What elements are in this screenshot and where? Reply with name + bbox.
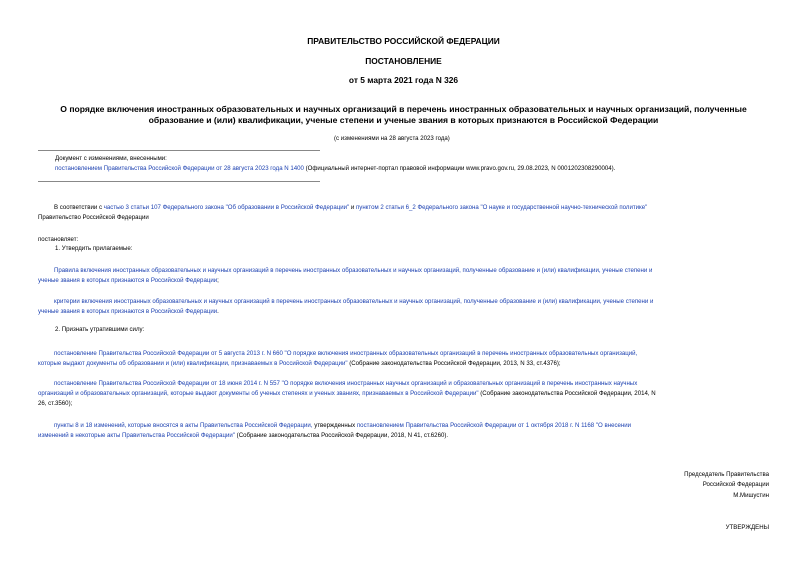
document-date-number: от 5 марта 2021 года N 326 (348, 75, 459, 85)
document-title (0, 104, 807, 126)
criteria-link[interactable]: критерии включения иностранных образовательных и научных организаций в перечень иностранных образовательных и научных организаций, полученные образование и (или) квалификации, ученые степени и (54, 298, 654, 305)
preamble-text-2: и (349, 204, 356, 211)
resolution-660-link[interactable]: постановление Правительства Российской Федерации от 5 августа 2013 г. N 660 "О порядке включения иностранных образовательных организаций в перечень иностранных образовательных организаций, (54, 350, 638, 357)
divider-top (38, 150, 320, 151)
edition-note: (с изменениями на 28 августа 2023 года) (334, 135, 450, 142)
amendments-entry (55, 164, 615, 174)
repeal-b-paragraph (38, 379, 769, 409)
rules-tail: ; (217, 277, 219, 284)
resolution-557-link[interactable]: постановление Правительства Российской Федерации от 18 июня 2014 г. N 557 "О порядке включения иностранных научных организаций и образовательных организаций в перечень иностранных научных (54, 380, 638, 387)
government-heading: ПРАВИТЕЛЬСТВО РОССИЙСКОЙ ФЕДЕРАЦИИ (307, 36, 500, 46)
criteria-link-cont[interactable]: ученые звания в которых признаются в Российской Федерации (38, 308, 218, 315)
rules-paragraph (38, 266, 769, 286)
amendment-source: (Официальный интернет-портал правовой информации www.pravo.gov.ru, 29.08.2023, N 0001202308290004). (303, 165, 616, 172)
item-2-label: 2. Признать утратившими силу: (55, 326, 145, 333)
signature-block (684, 470, 769, 501)
approved-by-text: утвержденных (312, 422, 357, 429)
education-law-link[interactable]: частью 3 статьи 107 Федерального закона "Об образовании в Российской Федерации" (103, 204, 350, 211)
resolution-1168-link[interactable]: постановлением Правительства Российской Федерации от 1 октября 2018 г. N 1168 "О внесении (356, 422, 632, 429)
rules-link-cont[interactable]: ученые звания в которых признаются в Российской Федерации (38, 277, 218, 284)
criteria-paragraph (38, 297, 769, 317)
approved-heading: УТВЕРЖДЕНЫ (725, 524, 769, 531)
title-line-2: образование и (или) квалификации, ученые степени и ученые звания в которых признаются в Российской Федерации (148, 115, 659, 125)
document-type: ПОСТАНОВЛЕНИЕ (365, 56, 442, 66)
amendments-label: Документ с изменениями, внесенными: (55, 155, 167, 162)
science-law-link[interactable]: пунктом 2 статьи 6_2 Федерального закона "О науке и государственной научно-технической политике" (355, 204, 648, 211)
repeal-a-paragraph (38, 349, 769, 369)
title-line-1: О порядке включения иностранных образовательных и научных организаций в перечень иностранных образовательных и научных организаций, полученные (60, 104, 747, 114)
preamble-line-2: Правительство Российской Федерации (38, 214, 149, 221)
resolution-557-link-cont[interactable]: организаций и образовательных организаций, которые выдают документы об ученых степенях и ученых званиях, признаваемых в Российской Федерации" (38, 390, 479, 397)
repeal-c-paragraph (38, 421, 769, 441)
signature-org: Российской Федерации (702, 481, 769, 489)
item-1-label: 1. Утвердить прилагаемые: (55, 245, 133, 252)
signature-title: Председатель Правительства (684, 471, 769, 478)
amendments-points-link[interactable]: пункты 8 и 18 изменений, которые вносятся в акты Правительства Российской Федерации, (54, 422, 313, 429)
resolves-text: постановляет: (38, 236, 79, 243)
resolution-1168-source: (Собрание законодательства Российской Федерации, 2018, N 41, ст.6260). (234, 432, 449, 439)
resolution-557-source: (Собрание законодательства Российской Федерации, 2014, N (478, 390, 656, 397)
resolution-557-source-cont: 26, ст.3560); (38, 400, 73, 407)
resolution-1168-link-cont[interactable]: изменений в некоторые акты Правительства Российской Федерации" (38, 432, 235, 439)
signature-name: М.Мишустин (733, 491, 769, 499)
divider-bottom (38, 181, 320, 182)
preamble (38, 203, 769, 223)
resolution-660-link-cont[interactable]: которые выдают документы об образовании и (или) квалификации, признаваемых в Российской Федерации" (38, 360, 348, 367)
amendment-link[interactable]: постановлением Правительства Российской Федерации от 28 августа 2023 года N 1400 (55, 165, 304, 172)
criteria-tail: . (217, 308, 219, 315)
rules-link[interactable]: Правила включения иностранных образовательных и научных организаций в перечень иностранных образовательных и научных организаций, полученные образование и (или) квалификации, ученые степени и (54, 267, 653, 274)
preamble-text-1: В соответствии с (54, 204, 104, 211)
resolution-660-source: (Собрание законодательства Российской Федерации, 2013, N 33, ст.4376); (347, 360, 561, 367)
